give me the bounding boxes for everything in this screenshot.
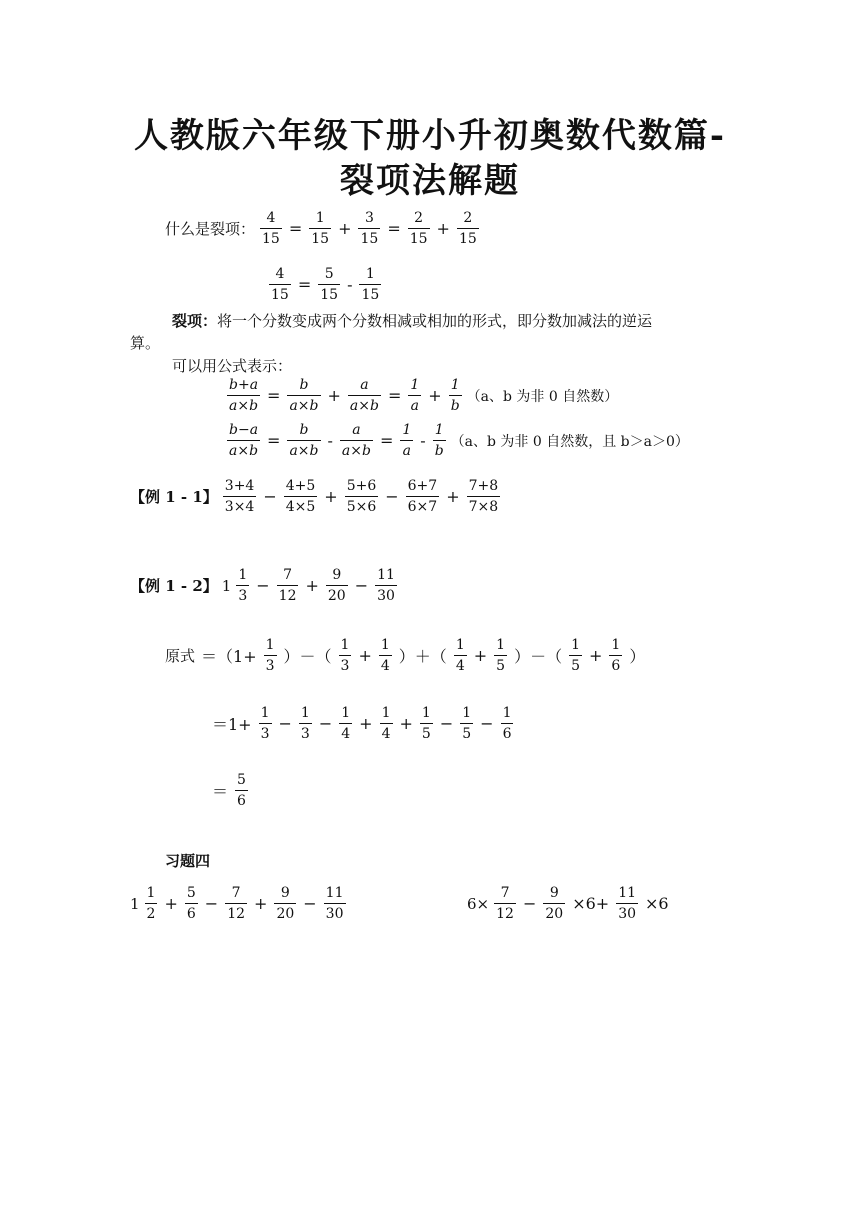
fraction: $\frac{4}{15}$ — [271, 266, 289, 303]
title-line-1: 人教版六年级下册小升初奥数代数篇- — [133, 116, 727, 156]
solution-label: 原式 — [165, 647, 196, 665]
example-1-2: 【例 1 - 2】 1 $\frac{1}{3}$ − $\frac{7}{12}$ + $\frac{9}{20}$ − $\frac{11}{30}$ — [130, 567, 395, 604]
formula-add: $\frac{b+a}{a\times b}$ = $\frac{b}{a\times b}$ + $\frac{a}{a\times b}$ = $\frac{1}{a}$ + $\frac{1}{b}$ （a、b 为非 0 自然数） — [229, 377, 619, 414]
fraction: $\frac{1}{3}$ — [265, 637, 275, 674]
fraction: $\frac{a}{a\times b}$ — [349, 377, 379, 414]
fraction: $\frac{1}{a}$ — [402, 422, 412, 459]
fraction: $\frac{3}{15}$ — [360, 210, 379, 247]
fraction: $\frac{1}{b}$ — [450, 377, 460, 414]
fraction: $\frac{5}{15}$ — [320, 266, 339, 303]
fraction: $\frac{1}{6}$ — [611, 637, 621, 674]
fraction: $\frac{1}{6}$ — [502, 705, 512, 742]
fraction: $\frac{1}{4}$ — [380, 637, 390, 674]
exercise-label: 习题四 — [165, 852, 211, 870]
definition-label: 裂项： — [172, 312, 218, 330]
fraction: $\frac{9}{20}$ — [545, 885, 564, 922]
definition — [172, 310, 652, 331]
solution-step-2: ＝1+ $\frac{1}{3}$ − $\frac{1}{3}$ − $\frac{1}{4}$ + $\frac{1}{4}$ + $\frac{1}{5}$ − $\frac{1}{5}$ − $\frac{1}{6}$ — [212, 705, 512, 742]
exercise-2: 6× $\frac{7}{12}$ − $\frac{9}{20}$ ×6+ $\frac{11}{30}$ ×6 — [467, 885, 669, 922]
formula-label: 可以用公式表示： — [172, 357, 293, 375]
fraction: $\frac{11}{30}$ — [377, 567, 395, 604]
fraction: $\frac{7}{12}$ — [278, 567, 297, 604]
fraction: $\frac{2}{15}$ — [458, 210, 477, 247]
condition-1: （a、b 为非 0 自然数） — [466, 388, 619, 405]
example-label: 【例 1 - 1】 — [130, 488, 218, 506]
fraction: $\frac{5}{6}$ — [237, 772, 246, 809]
fraction: $\frac{1}{4}$ — [341, 705, 351, 742]
fraction: $\frac{1}{3}$ — [300, 705, 310, 742]
fraction: $\frac{11}{30}$ — [325, 885, 344, 922]
fraction: $\frac{5+6}{5\times 6}$ — [346, 478, 377, 515]
fraction: $\frac{7}{12}$ — [227, 885, 246, 922]
formula-subtract: $\frac{b-a}{a\times b}$ = $\frac{b}{a\times b}$ - $\frac{a}{a\times b}$ = $\frac{1}{a}$ - $\frac{1}{b}$ （a、b 为非 0 自然数，且 b＞a＞0） — [229, 422, 689, 459]
solution-step-1: 原式 ＝（1+ $\frac{1}{3}$ ）－（ $\frac{1}{3}$ + $\frac{1}{4}$ ）＋（ $\frac{1}{4}$ + $\frac{1}{5}$ ）－（ $\frac{1}{5}$ + $\frac{1}{6}$ ） — [165, 637, 646, 674]
fraction: $\frac{1}{5}$ — [462, 705, 472, 742]
fraction: $\frac{1}{5}$ — [571, 637, 580, 674]
fraction: $\frac{1}{5}$ — [421, 705, 431, 742]
fraction: $\frac{7}{12}$ — [496, 885, 514, 922]
what-label: 什么是裂项： — [165, 220, 256, 238]
fraction: $\frac{b+a}{a\times b}$ — [229, 377, 259, 414]
fraction: $\frac{4}{15}$ — [262, 210, 280, 247]
fraction: $\frac{1}{2}$ — [146, 885, 156, 922]
fraction: $\frac{4+5}{4\times 5}$ — [285, 478, 316, 515]
fraction: $\frac{1}{a}$ — [410, 377, 420, 414]
example-1-1: 【例 1 - 1】 $\frac{3+4}{3\times 4}$ − $\frac{4+5}{4\times 5}$ + $\frac{5+6}{5\times 6}$ − $\frac{6+7}{6\times 7}$ + $\frac{7+8}{7\times 8}$ — [130, 478, 499, 515]
fraction: $\frac{a}{a\times b}$ — [341, 422, 371, 459]
fraction: $\frac{1}{15}$ — [361, 266, 380, 303]
fraction: $\frac{1}{b}$ — [434, 422, 444, 459]
fraction: $\frac{1}{15}$ — [311, 210, 330, 247]
definition-text: 将一个分数变成两个分数相减或相加的形式，即分数加减法的逆运 — [217, 312, 653, 330]
fraction: $\frac{11}{30}$ — [618, 885, 637, 922]
fraction: $\frac{9}{20}$ — [327, 567, 346, 604]
fraction: $\frac{5}{6}$ — [186, 885, 196, 922]
fraction: $\frac{b-a}{a\times b}$ — [229, 422, 259, 459]
title-line-2: 裂项法解题 — [340, 161, 520, 201]
fraction: $\frac{3+4}{3\times 4}$ — [224, 478, 255, 515]
fraction: $\frac{2}{15}$ — [409, 210, 428, 247]
exercise-1: 1 $\frac{1}{2}$ + $\frac{5}{6}$ − $\frac{7}{12}$ + $\frac{9}{20}$ − $\frac{11}{30}$ — [130, 885, 344, 922]
fraction: $\frac{1}{4}$ — [381, 705, 391, 742]
fraction: $\frac{b}{a\times b}$ — [289, 422, 319, 459]
condition-2: （a、b 为非 0 自然数，且 b＞a＞0） — [450, 433, 689, 450]
split-example-2: $\frac{4}{15}$ = $\frac{5}{15}$ - $\frac{1}{15}$ — [271, 266, 380, 303]
example-label: 【例 1 - 2】 — [130, 577, 218, 595]
fraction: $\frac{9}{20}$ — [276, 885, 295, 922]
fraction: $\frac{7+8}{7\times 8}$ — [468, 478, 499, 515]
fraction: $\frac{b}{a\times b}$ — [289, 377, 319, 414]
split-example-1: 什么是裂项： $\frac{4}{15}$ = $\frac{1}{15}$ + $\frac{3}{15}$ = $\frac{2}{15}$ + $\frac{2}{15}$ — [165, 210, 477, 247]
fraction: $\frac{6+7}{6\times 7}$ — [407, 478, 438, 515]
definition-text-2: 算。 — [130, 334, 161, 352]
fraction: $\frac{1}{3}$ — [340, 637, 350, 674]
fraction: $\frac{1}{5}$ — [496, 637, 506, 674]
fraction: $\frac{1}{3}$ — [260, 705, 270, 742]
solution-result: ＝ $\frac{5}{6}$ — [212, 772, 246, 809]
fraction: $\frac{1}{3}$ — [238, 567, 248, 604]
fraction: $\frac{1}{4}$ — [455, 637, 465, 674]
